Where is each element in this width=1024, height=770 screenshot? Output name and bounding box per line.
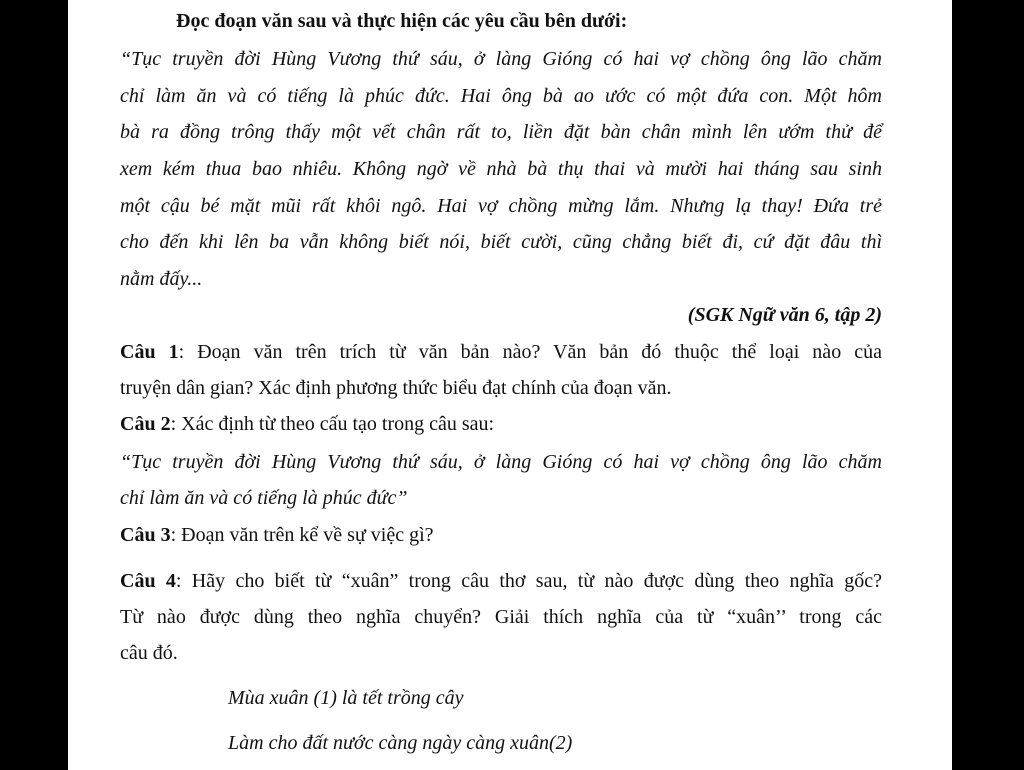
passage-line: xem kém thua bao nhiêu. Không ngờ về nhà bà thụ thai và mười hai tháng sau sinh <box>120 158 882 180</box>
passage-line: cho đến khi lên ba vẫn không biết nói, biết cười, cũng chẳng biết đi, cứ đặt đâu thì <box>120 231 882 253</box>
passage-line: nằm đấy... <box>120 268 203 290</box>
question-4-text: Từ nào được dùng theo nghĩa chuyển? Giải thích nghĩa của từ “xuân’’ trong các <box>120 606 882 628</box>
passage-line: bà ra đồng trông thấy một vết chân rất to, liền đặt bàn chân mình lên ướm thử để <box>120 121 882 143</box>
question-1-label: Câu 1 <box>120 341 179 363</box>
poem-line: Mùa xuân (1) là tết trồng cây <box>228 687 464 709</box>
instruction-heading: Đọc đoạn văn sau và thực hiện các yêu cầu bên dưới: <box>176 10 628 32</box>
document-page <box>68 0 952 770</box>
passage-line: chỉ làm ăn và có tiếng là phúc đức. Hai ông bà ao ước có một đứa con. Một hôm <box>120 85 882 107</box>
source-citation: (SGK Ngữ văn 6, tập 2) <box>687 304 882 326</box>
question-4-label: Câu 4 <box>120 570 176 592</box>
question-2-line <box>120 412 494 436</box>
question-1-text: truyện dân gian? Xác định phương thức biểu đạt chính của đoạn văn. <box>120 377 672 399</box>
poem-line: Làm cho đất nước càng ngày càng xuân(2) <box>228 732 573 754</box>
question-4-line <box>120 569 882 593</box>
question-2-text: : Xác định từ theo cấu tạo trong câu sau: <box>170 413 495 435</box>
question-3-text: : Đoạn văn trên kể về sự việc gì? <box>170 524 434 546</box>
question-4-text: : Hãy cho biết từ “xuân” trong câu thơ sau, từ nào được dùng theo nghĩa gốc? <box>175 570 882 592</box>
question-3-line <box>120 523 434 547</box>
passage-line: một cậu bé mặt mũi rất khôi ngô. Hai vợ chồng mừng lắm. Nhưng lạ thay! Đứa trẻ <box>120 195 882 217</box>
passage-line: “Tục truyền đời Hùng Vương thứ sáu, ở làng Gióng có hai vợ chồng ông lão chăm <box>120 48 882 70</box>
question-2-quote: chỉ làm ăn và có tiếng là phúc đức” <box>120 487 408 509</box>
question-3-label: Câu 3 <box>120 524 171 546</box>
question-2-label: Câu 2 <box>120 413 171 435</box>
question-4-text: câu đó. <box>120 642 178 664</box>
question-2-quote: “Tục truyền đời Hùng Vương thứ sáu, ở làng Gióng có hai vợ chồng ông lão chăm <box>120 451 882 473</box>
question-1-line <box>120 340 882 364</box>
question-1-text: : Đoạn văn trên trích từ văn bản nào? Văn bản đó thuộc thể loại nào của <box>178 341 882 363</box>
